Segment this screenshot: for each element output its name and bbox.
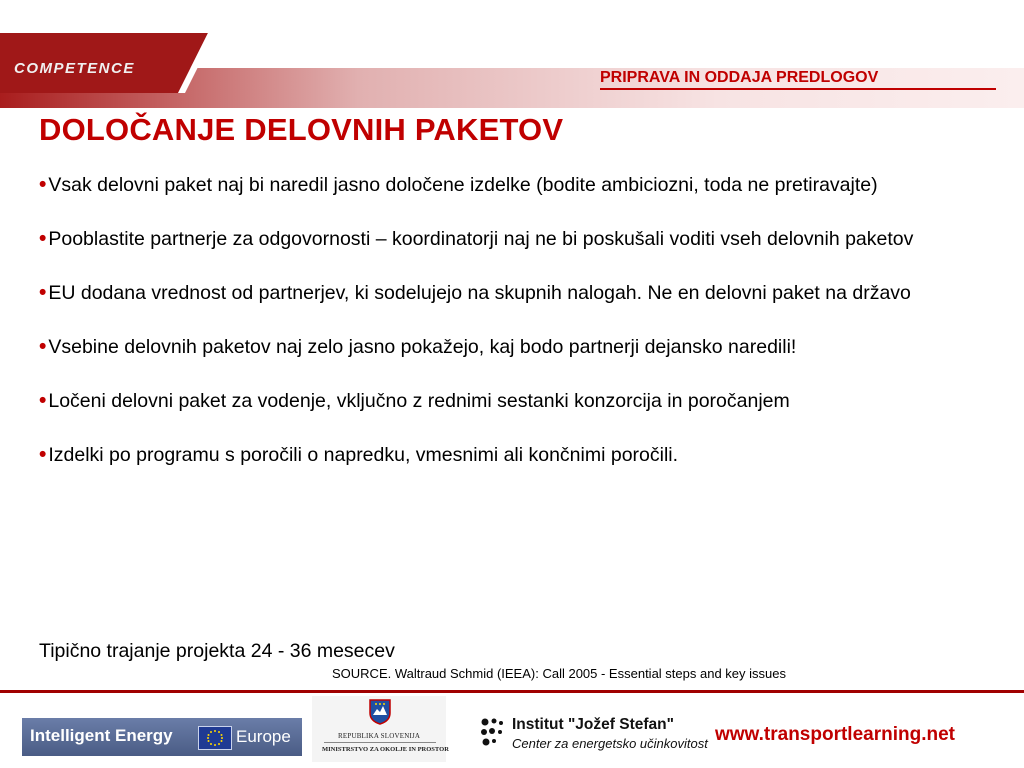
bullet-text: Vsebine delovnih paketov naj zelo jasno pokažejo, kaj bodo partnerji dejansko naredili! — [48, 336, 797, 358]
ijs-subtitle: Center za energetsko učinkovitost — [512, 736, 708, 751]
slovenia-line-1: REPUBLIKA SLOVENIJA — [338, 732, 421, 740]
slovenia-divider — [324, 742, 436, 743]
section-title: PRIPRAVA IN ODDAJA PREDLOGOV — [600, 69, 879, 86]
slovenia-line-2: MINISTRSTVO ZA OKOLJE IN PROSTOR — [322, 746, 449, 753]
bullet-item — [39, 332, 969, 362]
typical-duration-text: Tipično trajanje projekta 24 - 36 mesecev — [39, 640, 395, 662]
bullet-icon: • — [39, 281, 47, 304]
ie-logo-europe: Europe — [236, 727, 291, 746]
bullet-text: Vsak delovni paket naj bi naredil jasno določene izdelke (bodite ambiciozni, toda ne pretiravajte) — [48, 174, 878, 196]
bullet-text: Izdelki po programu s poročili o napredku, vmesnimi ali končnimi poročili. — [48, 444, 679, 466]
bullet-item — [39, 278, 969, 308]
footer-divider — [0, 690, 1024, 693]
source-citation: SOURCE. Waltraud Schmid (IEEA): Call 2005 - Essential steps and key issues — [332, 666, 786, 681]
bullet-text: Ločeni delovni paket za vodenje, vključno z rednimi sestanki konzorcija in poročanjem — [48, 390, 790, 412]
bullet-icon: • — [39, 173, 47, 196]
ijs-logo-icon — [480, 717, 506, 749]
eu-flag-icon — [198, 726, 232, 750]
bullet-icon: • — [39, 335, 47, 358]
ie-logo-text: Intelligent Energy — [30, 726, 173, 745]
bullet-text: EU dodana vrednost od partnerjev, ki sodelujejo na skupnih nalogah. Ne en delovni paket na državo — [48, 282, 911, 304]
bullet-item — [39, 170, 969, 200]
slovenia-coat-of-arms-icon — [369, 699, 391, 725]
bullet-list — [39, 170, 969, 470]
competence-logo: COMPETENCE — [14, 60, 135, 77]
bullet-item — [39, 224, 969, 254]
bullet-item — [39, 440, 969, 470]
bullet-text: Pooblastite partnerje za odgovornosti – koordinatorji naj ne bi poskušali voditi vseh delovnih paketov — [48, 228, 914, 250]
bullet-icon: • — [39, 443, 47, 466]
bullet-icon: • — [39, 389, 47, 412]
website-link[interactable]: www.transportlearning.net — [715, 724, 955, 745]
ijs-name: Institut "Jožef Stefan" — [512, 716, 674, 733]
bullet-item — [39, 386, 969, 416]
section-underline — [600, 88, 996, 90]
page-title: DOLOČANJE DELOVNIH PAKETOV — [39, 112, 564, 147]
bullet-icon: • — [39, 227, 47, 250]
